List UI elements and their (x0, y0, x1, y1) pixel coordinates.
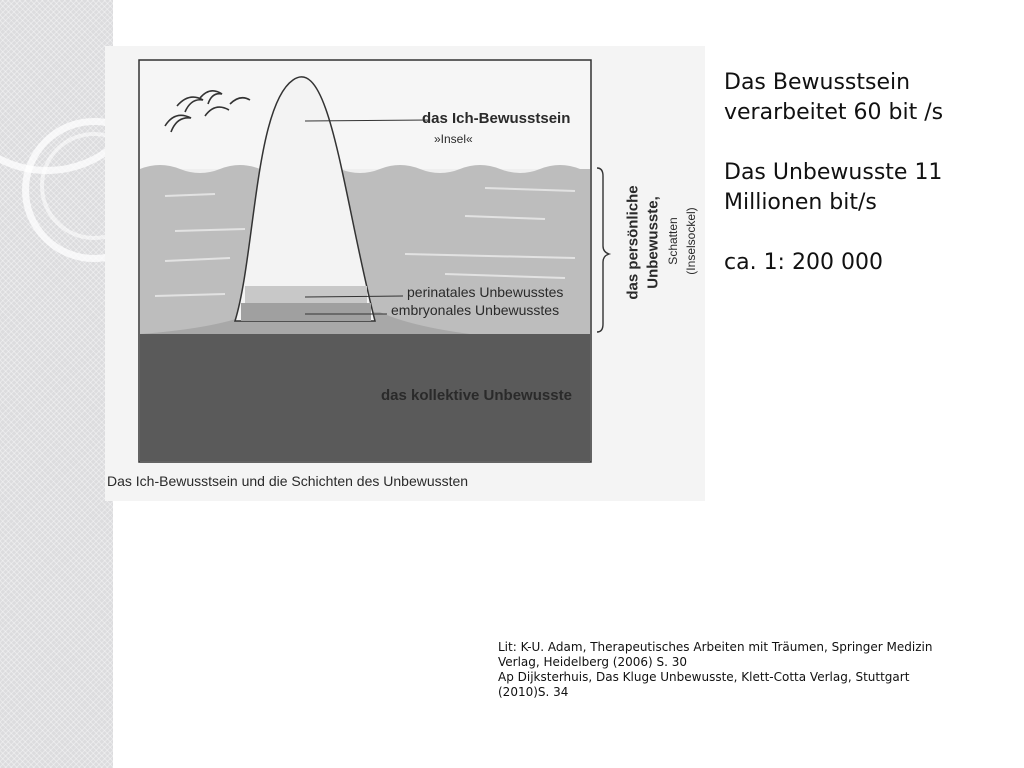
personal-bracket (597, 168, 609, 332)
figure-caption: Das Ich-Bewusstsein und die Schichten des Unbewussten (107, 473, 469, 489)
info-line: Das Bewusstsein (724, 70, 911, 95)
info-line: ca. 1: 200 000 (724, 250, 883, 275)
perinatal-label: perinatales Unbewusstes (407, 284, 564, 300)
shadow-label: Schatten (666, 217, 680, 265)
perinatal-band (245, 286, 367, 303)
embryonal-label: embryonales Unbewusstes (391, 302, 560, 318)
consciousness-block (724, 68, 1014, 128)
ego-consciousness-label: das Ich-Bewusstsein (422, 110, 571, 127)
collective-unconscious-label: das kollektive Unbewusste (381, 387, 572, 404)
info-line: Das Unbewusste 11 (724, 160, 943, 185)
info-line: verarbeitet 60 bit /s (724, 100, 944, 125)
iceberg-diagram (105, 46, 705, 501)
personal-unconscious-label-2: Unbewusste, (644, 196, 662, 289)
info-line: Millionen bit/s (724, 190, 877, 215)
unconscious-block (724, 158, 1014, 218)
decorative-side-strip (0, 0, 113, 768)
iceberg-illustration (105, 46, 705, 501)
reference-line: Verlag, Heidelberg (2006) S. 30 (498, 655, 687, 669)
embryonal-band (241, 303, 371, 321)
info-text (724, 68, 1014, 308)
reference-line: Lit: K-U. Adam, Therapeutisches Arbeiten mit Träumen, Springer Medizin (498, 640, 933, 654)
island-label: »Insel« (434, 132, 473, 146)
references (498, 640, 988, 700)
ratio-block (724, 248, 1014, 278)
personal-unconscious-label: das persönliche (624, 185, 642, 300)
reference-line: Ap Dijksterhuis, Das Kluge Unbewusste, Klett-Cotta Verlag, Stuttgart (498, 670, 910, 684)
island-base-label: (Inselsockel) (684, 207, 698, 275)
reference-line: (2010)S. 34 (498, 685, 569, 699)
